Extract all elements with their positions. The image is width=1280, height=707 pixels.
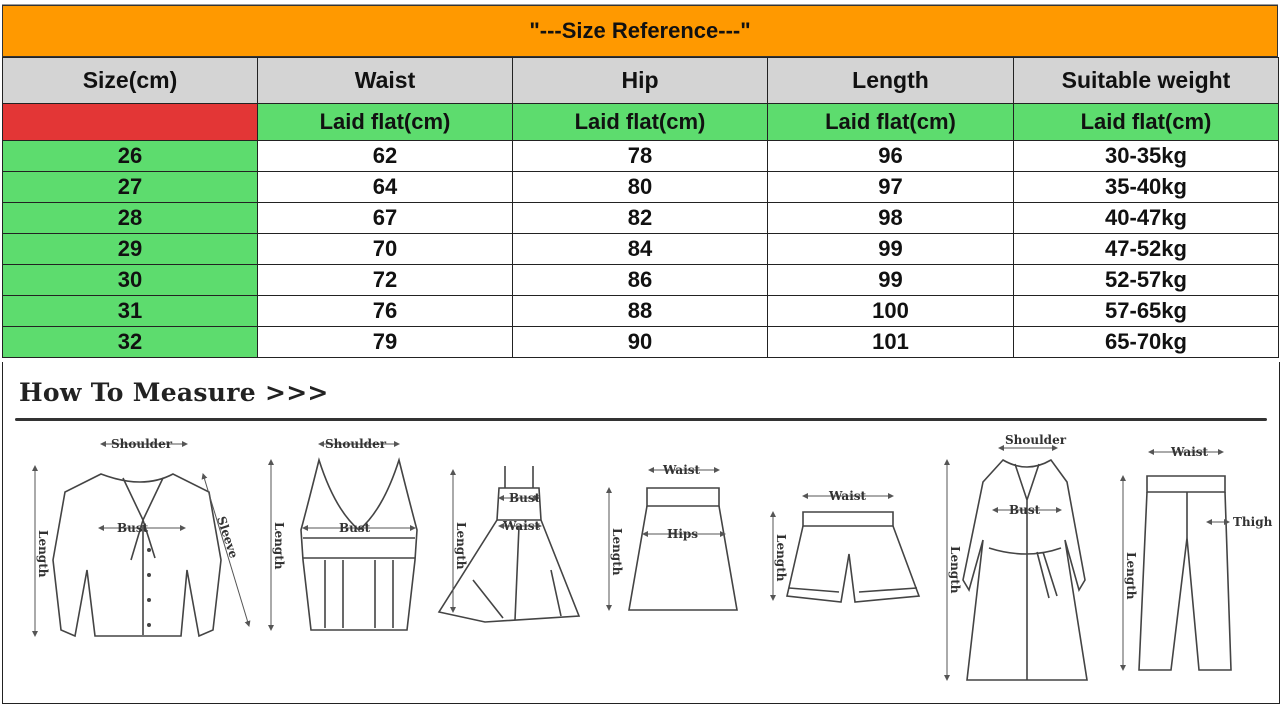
cell-size: 28 xyxy=(3,203,258,234)
cell-length: 98 xyxy=(768,203,1014,234)
cell-hip: 88 xyxy=(513,296,768,327)
subheader-row xyxy=(3,104,1279,141)
table-row xyxy=(3,141,1279,172)
vest-length-label: Length xyxy=(272,522,286,570)
subheader-cell-length: Laid flat(cm) xyxy=(768,104,1014,141)
pants-icon xyxy=(1139,476,1231,670)
subheader-cell-weight: Laid flat(cm) xyxy=(1014,104,1279,141)
shorts-icon xyxy=(787,512,919,602)
size-table-body xyxy=(3,58,1279,358)
cell-hip: 78 xyxy=(513,141,768,172)
cell-waist: 79 xyxy=(258,327,513,358)
table-row xyxy=(3,203,1279,234)
cell-size: 31 xyxy=(3,296,258,327)
cell-length: 101 xyxy=(768,327,1014,358)
table-row xyxy=(3,172,1279,203)
how-to-measure-title: How To Measure >>> xyxy=(19,378,329,407)
cell-weight: 65-70kg xyxy=(1014,327,1279,358)
vest-bust-label: Bust xyxy=(339,521,371,535)
chart-title: "---Size Reference---" xyxy=(2,5,1278,57)
shorts-length-label: Length xyxy=(774,534,788,582)
cell-waist: 70 xyxy=(258,234,513,265)
divider xyxy=(15,418,1267,421)
skirt-hips-label: Hips xyxy=(667,527,699,541)
blouse-shoulder-label: Shoulder xyxy=(111,437,173,451)
vest-shoulder-label: Shoulder xyxy=(325,437,387,451)
subheader-cell-waist: Laid flat(cm) xyxy=(258,104,513,141)
cell-length: 99 xyxy=(768,265,1014,296)
cell-waist: 62 xyxy=(258,141,513,172)
table-row xyxy=(3,327,1279,358)
cell-hip: 84 xyxy=(513,234,768,265)
blouse-bust-label: Bust xyxy=(117,521,149,535)
pants-waist-label: Waist xyxy=(1171,445,1209,459)
pants-length-label: Length xyxy=(1124,552,1138,600)
subheader-cell-hip: Laid flat(cm) xyxy=(513,104,768,141)
skirt-length-label: Length xyxy=(610,528,624,576)
cell-size: 29 xyxy=(3,234,258,265)
header-cell-weight: Suitable weight xyxy=(1014,58,1279,104)
blouse-icon xyxy=(53,474,221,636)
shorts-figure xyxy=(773,489,919,602)
cell-waist: 64 xyxy=(258,172,513,203)
cell-size: 30 xyxy=(3,265,258,296)
cell-weight: 52-57kg xyxy=(1014,265,1279,296)
coat-figure xyxy=(947,433,1087,680)
pants-thigh-label: Thigh xyxy=(1233,515,1273,529)
header-cell-hip: Hip xyxy=(513,58,768,104)
vest-icon xyxy=(301,460,417,630)
cell-size: 26 xyxy=(3,141,258,172)
skirt-waist-label: Waist xyxy=(663,463,701,477)
header-cell-waist: Waist xyxy=(258,58,513,104)
blouse-sleeve-label: Sleeve xyxy=(214,514,241,560)
coat-shoulder-label: Shoulder xyxy=(1005,433,1067,447)
cell-length: 99 xyxy=(768,234,1014,265)
size-chart xyxy=(2,0,1278,358)
cell-hip: 90 xyxy=(513,327,768,358)
cell-hip: 86 xyxy=(513,265,768,296)
dress-waist-label: Waist xyxy=(503,519,541,533)
how-to-measure-panel xyxy=(2,362,1280,704)
vest-figure xyxy=(271,437,417,630)
coat-icon xyxy=(963,460,1087,680)
cell-hip: 82 xyxy=(513,203,768,234)
cell-length: 97 xyxy=(768,172,1014,203)
subheader-cell-size xyxy=(3,104,258,141)
measure-figures xyxy=(3,430,1279,700)
cell-length: 96 xyxy=(768,141,1014,172)
table-row xyxy=(3,234,1279,265)
table-row xyxy=(3,265,1279,296)
cell-size: 27 xyxy=(3,172,258,203)
cell-waist: 72 xyxy=(258,265,513,296)
header-cell-length: Length xyxy=(768,58,1014,104)
coat-bust-label: Bust xyxy=(1009,503,1041,517)
size-table xyxy=(2,57,1279,358)
header-cell-size: Size(cm) xyxy=(3,58,258,104)
blouse-length-label: Length xyxy=(36,530,50,578)
skirt-icon xyxy=(629,488,737,610)
cell-waist: 76 xyxy=(258,296,513,327)
skirt-figure xyxy=(609,463,737,610)
cell-waist: 67 xyxy=(258,203,513,234)
cell-weight: 40-47kg xyxy=(1014,203,1279,234)
cell-size: 32 xyxy=(3,327,258,358)
coat-length-label: Length xyxy=(948,546,962,594)
dress-length-label: Length xyxy=(454,522,468,570)
dress-figure xyxy=(439,466,579,622)
cell-length: 100 xyxy=(768,296,1014,327)
pants-figure xyxy=(1123,445,1273,670)
shorts-waist-label: Waist xyxy=(829,489,867,503)
cell-hip: 80 xyxy=(513,172,768,203)
table-row xyxy=(3,296,1279,327)
header-row xyxy=(3,58,1279,104)
cell-weight: 47-52kg xyxy=(1014,234,1279,265)
cell-weight: 57-65kg xyxy=(1014,296,1279,327)
cell-weight: 30-35kg xyxy=(1014,141,1279,172)
cell-weight: 35-40kg xyxy=(1014,172,1279,203)
blouse-figure xyxy=(35,437,249,636)
garment-illustrations xyxy=(3,430,1279,700)
dress-bust-label: Bust xyxy=(509,491,541,505)
